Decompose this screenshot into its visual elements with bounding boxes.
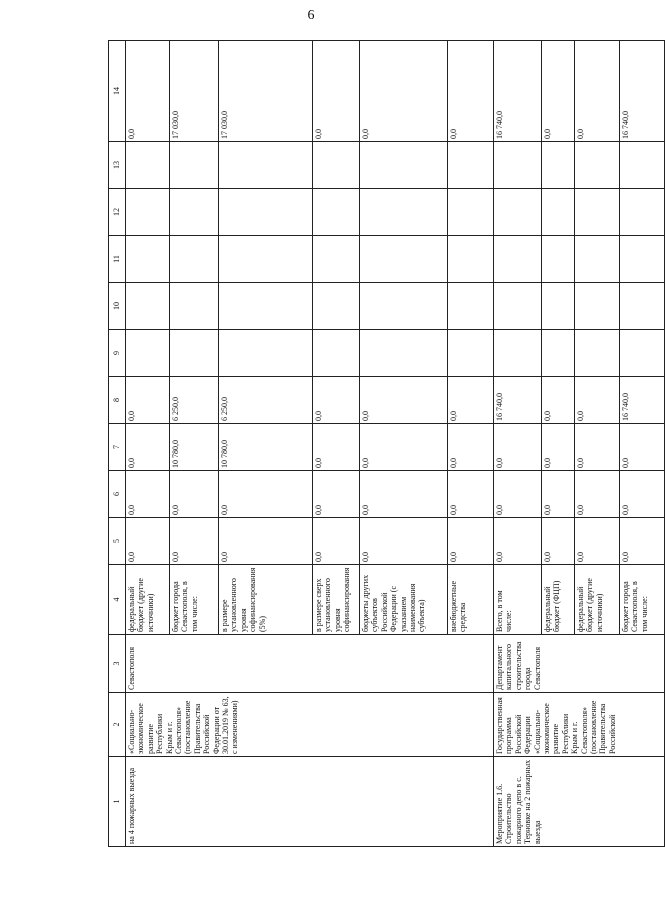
funding-source-cell: Всего, в том числе: xyxy=(494,565,542,635)
value-cell: 16 740,0 xyxy=(620,377,665,424)
column-number-5: 5 xyxy=(109,518,126,565)
value-cell: 0,0 xyxy=(126,424,170,471)
value-cell xyxy=(360,283,448,330)
value-cell: 0,0 xyxy=(219,471,313,518)
funding-source-cell: бюджеты других субъектов Российской Федерации (с указанием наименования субъекта) xyxy=(360,565,448,635)
value-cell: 0,0 xyxy=(360,41,448,142)
value-cell xyxy=(219,142,313,189)
value-cell: 0,0 xyxy=(313,41,360,142)
rotated-table xyxy=(108,41,649,847)
value-cell xyxy=(542,236,575,283)
value-cell xyxy=(575,189,620,236)
table-row xyxy=(494,41,542,847)
value-cell: 0,0 xyxy=(542,424,575,471)
value-cell xyxy=(170,142,219,189)
value-cell: 0,0 xyxy=(170,518,219,565)
value-cell: 0,0 xyxy=(542,377,575,424)
table-container xyxy=(108,41,649,847)
value-cell: 0,0 xyxy=(494,518,542,565)
value-cell: 0,0 xyxy=(575,41,620,142)
value-cell xyxy=(170,189,219,236)
value-cell: 16 740,0 xyxy=(620,41,665,142)
funding-source-cell: в размере сверх установленного уровня софинансирования xyxy=(313,565,360,635)
value-cell xyxy=(313,236,360,283)
funding-source-cell: федеральный бюджет (другие источники) xyxy=(126,565,170,635)
value-cell: 0,0 xyxy=(219,518,313,565)
value-cell: 0,0 xyxy=(448,518,494,565)
funding-source-cell: в размере установленного уровня софинансирования (5%) xyxy=(219,565,313,635)
value-cell: 0,0 xyxy=(126,377,170,424)
value-cell xyxy=(620,330,665,377)
value-cell xyxy=(575,283,620,330)
column-number-3: 3 xyxy=(109,635,126,693)
value-cell: 6 250,0 xyxy=(219,377,313,424)
value-cell: 0,0 xyxy=(620,424,665,471)
value-cell: 0,0 xyxy=(360,424,448,471)
column-number-8: 8 xyxy=(109,377,126,424)
value-cell xyxy=(494,330,542,377)
value-cell xyxy=(575,330,620,377)
value-cell: 0,0 xyxy=(494,471,542,518)
value-cell xyxy=(360,330,448,377)
funding-source-cell: бюджет города Севастополя, в том числе: xyxy=(170,565,219,635)
value-cell: 17 030,0 xyxy=(219,41,313,142)
value-cell: 0,0 xyxy=(575,424,620,471)
column-number-6: 6 xyxy=(109,471,126,518)
value-cell xyxy=(170,330,219,377)
value-cell: 0,0 xyxy=(313,424,360,471)
value-cell xyxy=(126,142,170,189)
value-cell: 0,0 xyxy=(575,471,620,518)
value-cell xyxy=(448,330,494,377)
column-number-12: 12 xyxy=(109,189,126,236)
funding-source-cell: федеральный бюджет (ФЦП) xyxy=(542,565,575,635)
value-cell xyxy=(219,283,313,330)
value-cell: 0,0 xyxy=(620,518,665,565)
value-cell xyxy=(448,236,494,283)
header-row xyxy=(109,41,126,847)
value-cell xyxy=(542,330,575,377)
program-cell: «Социально-экономическое развитие Республики Крым и г. Севастополя» (постановление Правительства Российской Федерации от 30.01.2019 № 63, с изменениями) xyxy=(126,693,494,757)
value-cell: 0,0 xyxy=(448,41,494,142)
value-cell: 0,0 xyxy=(542,41,575,142)
value-cell: 0,0 xyxy=(126,41,170,142)
value-cell: 10 780,0 xyxy=(219,424,313,471)
value-cell: 0,0 xyxy=(126,518,170,565)
value-cell xyxy=(126,283,170,330)
value-cell xyxy=(620,189,665,236)
funding-source-cell: бюджет города Севастополя, в том числе: xyxy=(620,565,665,635)
value-cell xyxy=(620,236,665,283)
value-cell: 0,0 xyxy=(126,471,170,518)
value-cell xyxy=(360,236,448,283)
value-cell: 0,0 xyxy=(448,424,494,471)
value-cell: 0,0 xyxy=(448,471,494,518)
value-cell: 16 740,0 xyxy=(494,41,542,142)
value-cell: 0,0 xyxy=(313,518,360,565)
value-cell: 17 030,0 xyxy=(170,41,219,142)
value-cell xyxy=(494,236,542,283)
value-cell: 0,0 xyxy=(620,471,665,518)
value-cell: 0,0 xyxy=(542,518,575,565)
page-number: 6 xyxy=(307,8,315,23)
value-cell xyxy=(620,142,665,189)
value-cell: 16 740,0 xyxy=(494,377,542,424)
column-number-14: 14 xyxy=(109,41,126,142)
executor-cell: Севастополя xyxy=(126,635,494,693)
activity-cell: Мероприятие 1.6. Строительство пожарного депо в с. Терновке на 2 пожарных выезда xyxy=(494,757,665,847)
value-cell: 6 250,0 xyxy=(170,377,219,424)
value-cell xyxy=(313,142,360,189)
value-cell: 0,0 xyxy=(494,424,542,471)
value-cell xyxy=(360,142,448,189)
value-cell xyxy=(126,189,170,236)
table-row xyxy=(126,41,170,847)
value-cell xyxy=(494,189,542,236)
value-cell: 0,0 xyxy=(170,471,219,518)
value-cell: 0,0 xyxy=(575,518,620,565)
value-cell: 0,0 xyxy=(448,377,494,424)
column-number-13: 13 xyxy=(109,142,126,189)
value-cell xyxy=(448,142,494,189)
value-cell xyxy=(126,236,170,283)
value-cell xyxy=(542,142,575,189)
column-number-1: 1 xyxy=(109,757,126,847)
value-cell: 0,0 xyxy=(575,377,620,424)
value-cell: 0,0 xyxy=(360,377,448,424)
funding-source-cell: внебюджетные средства xyxy=(448,565,494,635)
value-cell xyxy=(313,330,360,377)
column-number-7: 7 xyxy=(109,424,126,471)
value-cell xyxy=(360,189,448,236)
value-cell xyxy=(448,189,494,236)
value-cell xyxy=(313,283,360,330)
value-cell xyxy=(620,283,665,330)
value-cell xyxy=(313,189,360,236)
value-cell xyxy=(494,142,542,189)
column-number-2: 2 xyxy=(109,693,126,757)
column-number-4: 4 xyxy=(109,565,126,635)
value-cell xyxy=(494,283,542,330)
value-cell xyxy=(542,189,575,236)
financing-table xyxy=(108,40,665,847)
column-number-10: 10 xyxy=(109,283,126,330)
value-cell xyxy=(575,142,620,189)
value-cell xyxy=(219,330,313,377)
activity-cell: на 4 пожарных выезда xyxy=(126,757,494,847)
value-cell: 0,0 xyxy=(542,471,575,518)
funding-source-cell: федеральный бюджет (другие источники) xyxy=(575,565,620,635)
value-cell xyxy=(575,236,620,283)
column-number-9: 9 xyxy=(109,330,126,377)
value-cell: 10 780,0 xyxy=(170,424,219,471)
value-cell xyxy=(126,330,170,377)
value-cell: 0,0 xyxy=(360,518,448,565)
value-cell xyxy=(219,236,313,283)
value-cell xyxy=(448,283,494,330)
value-cell: 0,0 xyxy=(313,471,360,518)
value-cell xyxy=(219,189,313,236)
value-cell xyxy=(542,283,575,330)
executor-cell: Департамент капитального строительства города Севастополя xyxy=(494,635,665,693)
value-cell xyxy=(170,236,219,283)
program-cell: Государственная программа Российской Федерации «Социально-экономическое развитие Республики Крым и г. Севастополя» (постановление Правительства Российской xyxy=(494,693,665,757)
value-cell: 0,0 xyxy=(313,377,360,424)
value-cell: 0,0 xyxy=(360,471,448,518)
value-cell xyxy=(170,283,219,330)
column-number-11: 11 xyxy=(109,236,126,283)
